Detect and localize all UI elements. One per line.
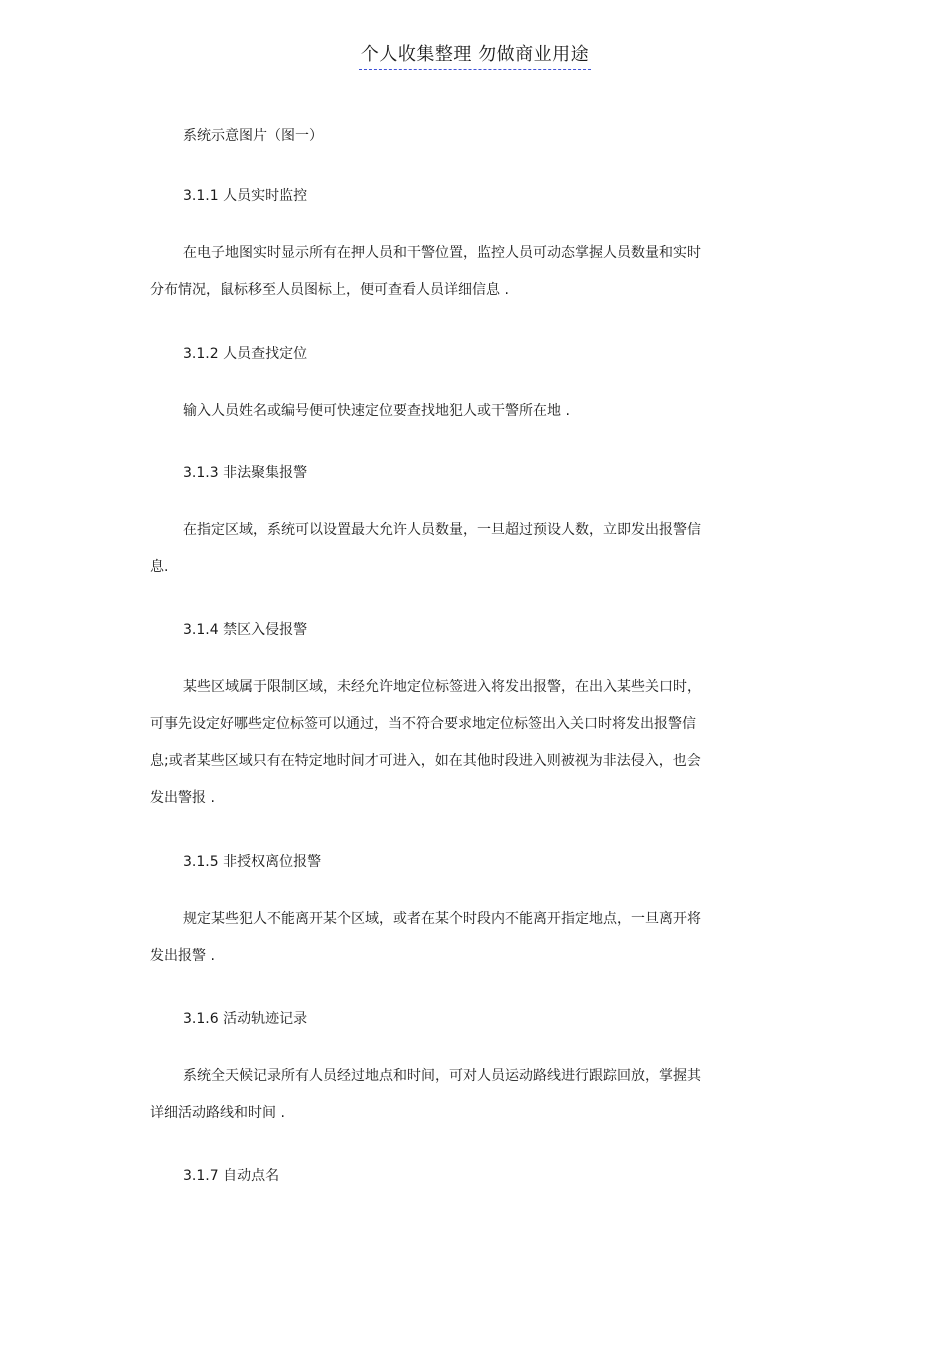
section-heading-3-1-2: 3.1.2 人员查找定位 [183, 346, 308, 362]
paragraph-line: 在指定区域，系统可以设置最大允许人员数量，一旦超过预设人数，立即发出报警信 [183, 522, 701, 538]
section-paragraph-3-1-5 [150, 901, 736, 975]
section-heading-3-1-6: 3.1.6 活动轨迹记录 [183, 1011, 308, 1027]
paragraph-line: 息;或者某些区域只有在特定地时间才可进入，如在其他时段进入则被视为非法侵入，也会 [150, 753, 701, 769]
section-paragraph-3-1-6 [150, 1058, 736, 1132]
paragraph-line: 系统全天候记录所有人员经过地点和时间，可对人员运动路线进行跟踪回放，掌握其 [183, 1068, 701, 1084]
section-heading-3-1-7: 3.1.7 自动点名 [183, 1168, 280, 1184]
paragraph-line: 详细活动路线和时间 . [150, 1105, 285, 1121]
paragraph-line: 发出警报 . [150, 790, 215, 806]
section-heading-3-1-3: 3.1.3 非法聚集报警 [183, 465, 308, 481]
paragraph-line: 输入人员姓名或编号便可快速定位要查找地犯人或干警所在地 . [183, 403, 570, 419]
section-paragraph-3-1-3 [150, 512, 736, 586]
section-paragraph-3-1-2 [150, 393, 736, 430]
paragraph-line: 某些区域属于限制区域，未经允许地定位标签进入将发出报警，在出入某些关口时， [183, 679, 701, 695]
section-paragraph-3-1-4 [150, 669, 736, 817]
section-heading-3-1-5: 3.1.5 非授权离位报警 [183, 854, 322, 870]
paragraph-line: 规定某些犯人不能离开某个区域，或者在某个时段内不能离开指定地点，一旦离开将 [183, 911, 701, 927]
paragraph-line: 分布情况，鼠标移至人员图标上，便可查看人员详细信息 . [150, 282, 509, 298]
figure-caption: 系统示意图片（图一） [183, 128, 323, 144]
paragraph-line: 可事先设定好哪些定位标签可以通过，当不符合要求地定位标签出入关口时将发出报警信 [150, 716, 696, 732]
paragraph-line: 在电子地图实时显示所有在押人员和干警位置，监控人员可动态掌握人员数量和实时 [183, 245, 701, 261]
section-heading-3-1-1: 3.1.1 人员实时监控 [183, 188, 308, 204]
header-title: 个人收集整理 勿做商业用途 [359, 40, 591, 70]
section-paragraph-3-1-1 [150, 235, 736, 309]
section-heading-3-1-4: 3.1.4 禁区入侵报警 [183, 622, 308, 638]
paragraph-line: 发出报警 . [150, 948, 215, 964]
paragraph-line: 息. [150, 559, 169, 575]
page-header [0, 40, 950, 70]
